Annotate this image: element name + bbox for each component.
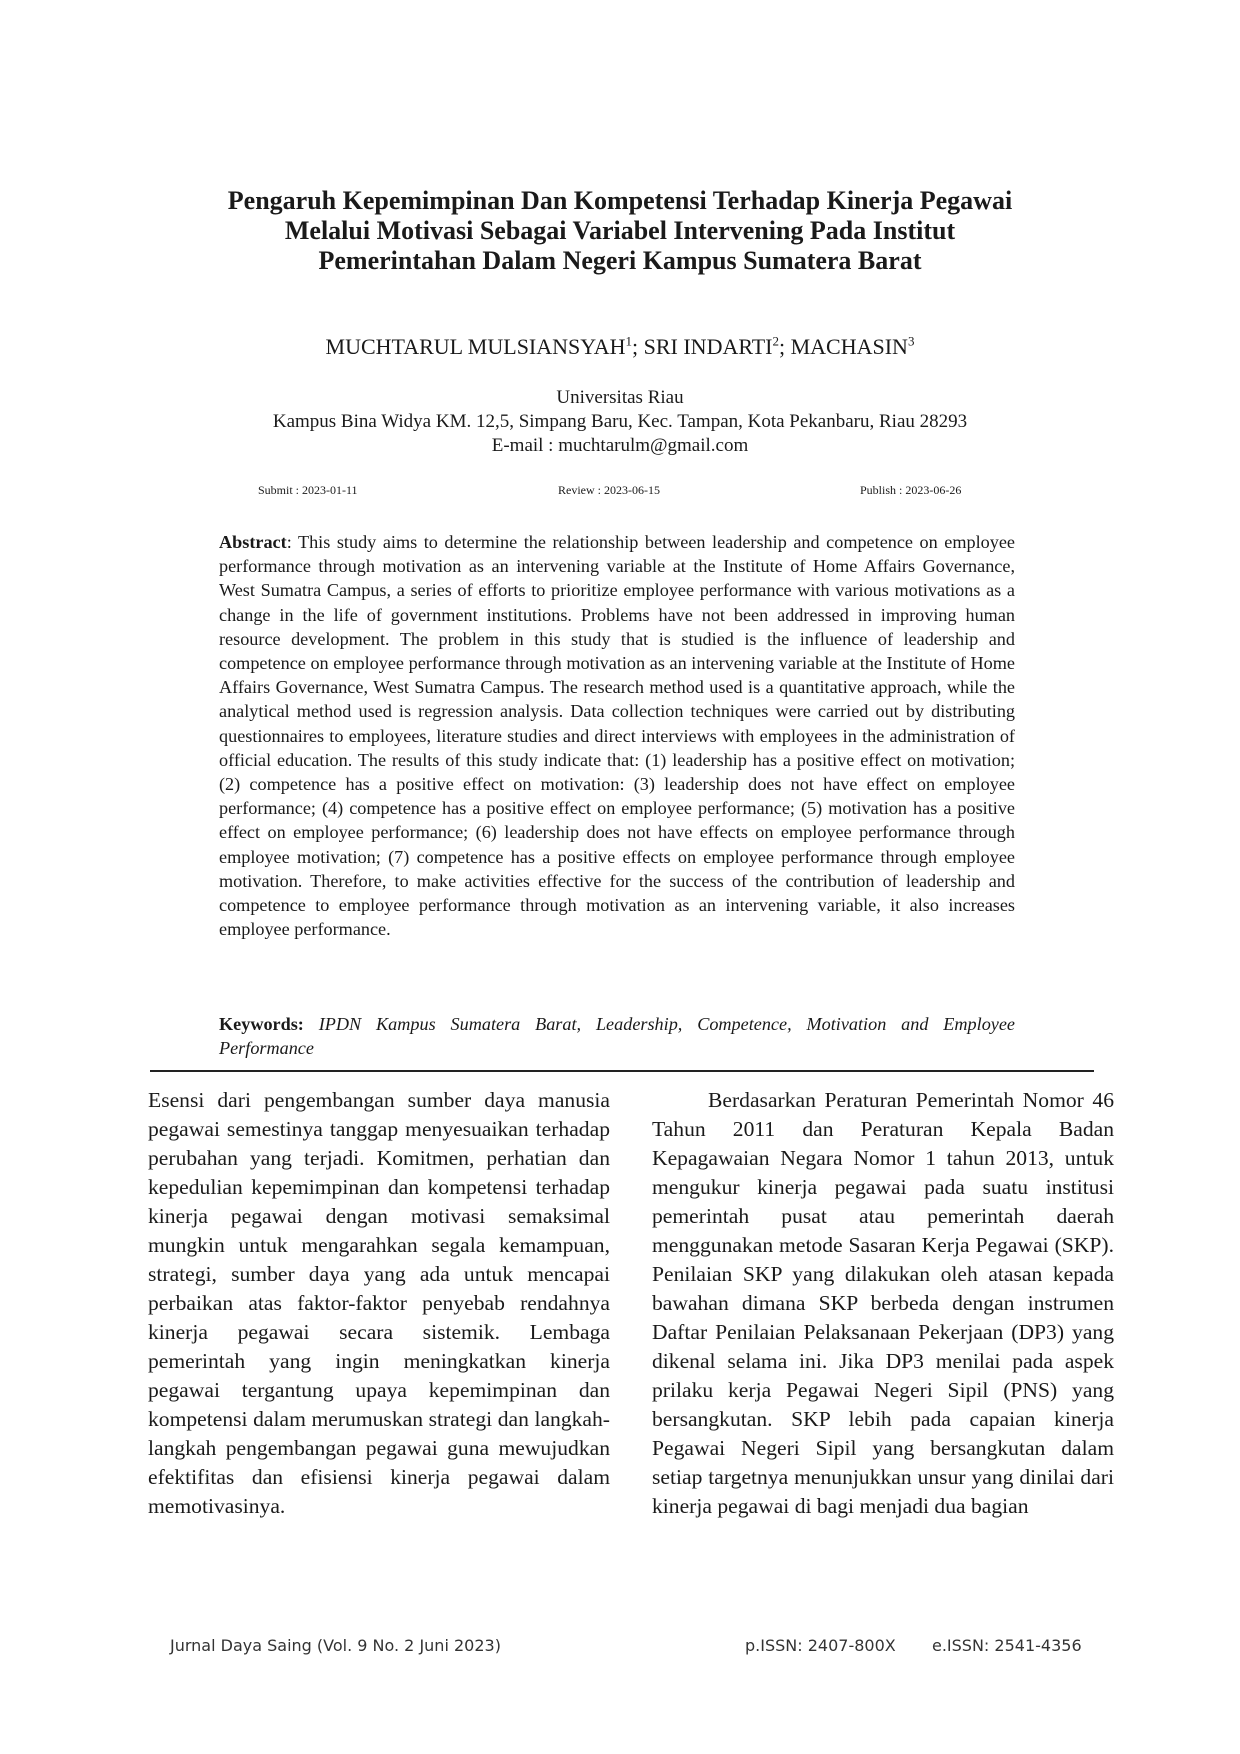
affiliation-block — [150, 386, 1090, 458]
body-right-column: Berdasarkan Peraturan Pemerintah Nomor 46 Tahun 2011 dan Peraturan Kepala Badan Kepagawaian Negara Nomor 1 tahun 2013, untuk mengukur kinerja pegawai pada suatu institusi pemerintah pusat atau pemerintah daerah menggunakan metode Sasaran Kerja Pegawai (SKP). Penilaian SKP yang dilakukan oleh atasan kepada bawahan dimana SKP berbeda dengan instrumen Daftar Penilaian Pelaksanaan Pekerjaan (DP3) yang dikenal selama ini. Jika DP3 menilai pada aspek prilaku kerja Pegawai Negeri Sipil (PNS) yang bersangkutan. SKP lebih pada capaian kinerja Pegawai Negeri Sipil yang bersangkutan dalam setiap targetnya menunjukkan unsur yang dinilai dari kinerja pegawai di bagi menjadi dua bagian — [652, 1088, 1114, 1518]
footer-p-issn: p.ISSN: 2407-800X — [745, 1636, 896, 1655]
footer-e-issn: e.ISSN: 2541-4356 — [932, 1636, 1082, 1655]
abstract — [219, 530, 1015, 941]
keywords-label: Keywords: — [219, 1014, 304, 1034]
keywords — [219, 1012, 1015, 1060]
affiliation-address: Kampus Bina Widya KM. 12,5, Simpang Baru, Kec. Tampan, Kota Pekanbaru, Riau 28293 — [272, 411, 968, 432]
affiliation-email: E-mail : muchtarulm@gmail.com — [491, 435, 749, 456]
affiliation-institution: Universitas Riau — [556, 387, 684, 408]
author-affiliation-mark: 2 — [772, 333, 779, 349]
title-line: Pemerintahan Dalam Negeri Kampus Sumatera Barat — [318, 246, 922, 275]
author-name: MUCHTARUL MULSIANSYAH — [325, 334, 626, 359]
keywords-text: IPDN Kampus Sumatera Barat, Leadership, Competence, Motivation and Employee Performance — [219, 1014, 1016, 1059]
author-affiliation-mark: 3 — [907, 333, 915, 349]
paper-title — [150, 186, 1090, 276]
publish-date: Publish : 2023-06-26 — [860, 483, 962, 497]
author-list: MUCHTARUL MULSIANSYAH$^1$; SRI INDARTI$^2$; MACHASIN$^3$ — [325, 333, 915, 359]
title-line: Pengaruh Kepemimpinan Dan Kompetensi Terhadap Kinerja Pegawai — [227, 186, 1013, 215]
author-name: MACHASIN — [790, 334, 908, 359]
body-left-column: Esensi dari pengembangan sumber daya manusia pegawai semestinya tanggap menyesuaikan terhadap perubahan yang terjadi. Komitmen, perhatian dan kepedulian kepemimpinan dan kompetensi terhadap kinerja pegawai dengan motivasi semaksimal mungkin untuk mengarahkan segala kemampuan, strategi, sumber daya yang ada untuk mencapai perbaikan atas faktor-faktor penyebab rendahnya kinerja pegawai secara sistemik. Lembaga pemerintah yang ingin meningkatkan kinerja pegawai tergantung upaya kepemimpinan dan kompetensi dalam merumuskan strategi dan langkah-langkah pengembangan pegawai guna mewujudkan efektifitas dan efisiensi kinerja pegawai dalam memotivasinya. — [148, 1088, 610, 1518]
title-line: Melalui Motivasi Sebagai Variabel Intervening Pada Institut — [284, 216, 956, 245]
submit-date: Submit : 2023-01-11 — [258, 483, 358, 497]
footer-journal: Jurnal Daya Saing (Vol. 9 No. 2 Juni 2023) — [170, 1636, 501, 1655]
abstract-label: Abstract — [219, 532, 287, 552]
section-divider — [150, 1070, 1094, 1072]
author-affiliation-mark: 1 — [625, 333, 632, 349]
abstract-text: : This study aims to determine the relationship between leadership and competence on employee performance through motivation as an intervening variable at the Institute of Home Affairs Governance, West Sumatra Campus, a series of efforts to prioritize employee performance with various motivations as a change in the life of government institutions. Problems have not been addressed in improving human resource development. The problem in this study that is studied is the influence of leadership and competence on employee performance through motivation as an intervening variable at the Institute of Home Affairs Governance, West Sumatra Campus. The research method used is a quantitative approach, while the analytical method used is regression analysis. Data collection techniques were carried out by distributing questionnaires to employees, literature studies and direct interviews with employees in the administration of official education. The results of this study indicate that: (1) leadership has a positive effect on motivation; (2) competence has a positive effect on motivation: (3) leadership does not have effect on employee performance; (4) competence has a positive effect on employee performance; (5) motivation has a positive effect on employee performance; (6) leadership does not have effects on employee performance through employee motivation; (7) competence has a positive effects on employee performance through employee motivation. Therefore, to make activities effective for the success of the contribution of leadership and competence to employee performance through motivation as an intervening variable, it also increases employee performance. — [219, 532, 1015, 940]
author-name: SRI INDARTI — [643, 334, 773, 359]
review-date: Review : 2023-06-15 — [558, 483, 660, 497]
